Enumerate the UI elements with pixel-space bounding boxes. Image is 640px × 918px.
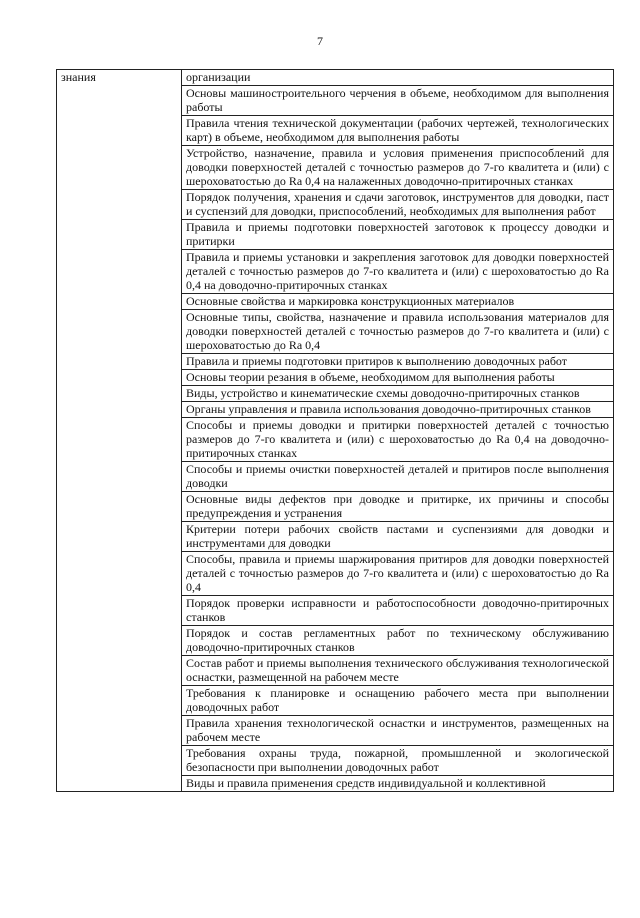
knowledge-item: Основы машиностроительного черчения в объеме, необходимом для выполнения работы <box>182 86 614 116</box>
knowledge-item: Требования охраны труда, пожарной, промышленной и экологической безопасности при выполнении доводочных работ <box>182 746 614 776</box>
knowledge-item: Правила хранения технологической оснастки и инструментов, размещенных на рабочем месте <box>182 716 614 746</box>
knowledge-item: Виды и правила применения средств индивидуальной и коллективной <box>182 776 614 792</box>
knowledge-item: Порядок получения, хранения и сдачи заготовок, инструментов для доводки, паст и суспензий для доводки, приспособлений, необходимых для выполнения работ <box>182 190 614 220</box>
knowledge-item: Правила чтения технической документации (рабочих чертежей, технологических карт) в объеме, необходимом для выполнения работы <box>182 116 614 146</box>
knowledge-item: Критерии потери рабочих свойств пастами и суспензиями для доводки и инструментами для доводки <box>182 522 614 552</box>
knowledge-table <box>56 69 614 792</box>
knowledge-item: Правила и приемы подготовки поверхностей заготовок к процессу доводки и притирки <box>182 220 614 250</box>
knowledge-item: Устройство, назначение, правила и условия применения приспособлений для доводки поверхностей деталей с точностью размеров до 7-го квалитета и (или) с шероховатостью до Ra 0,4 на налаженных доводочно-притирочных станках <box>182 146 614 190</box>
knowledge-item: Основные свойства и маркировка конструкционных материалов <box>182 294 614 310</box>
knowledge-item: Основные типы, свойства, назначение и правила использования материалов для доводки поверхностей деталей с точностью размеров до 7-го квалитета и (или) с шероховатостью до Ra 0,4 <box>182 310 614 354</box>
knowledge-item: Правила и приемы установки и закрепления заготовок для доводки поверхностей деталей с точностью размеров до 7-го квалитета и (или) с шероховатостью до Ra 0,4 на доводочно-притирочных станках <box>182 250 614 294</box>
knowledge-item: Правила и приемы подготовки притиров к выполнению доводочных работ <box>182 354 614 370</box>
knowledge-item: Способы и приемы доводки и притирки поверхностей деталей с точностью размеров до 7-го квалитета и (или) с шероховатостью до Ra 0,4 на доводочно-притирочных станках <box>182 418 614 462</box>
knowledge-item: Порядок проверки исправности и работоспособности доводочно-притирочных станков <box>182 596 614 626</box>
knowledge-item: Основы теории резания в объеме, необходимом для выполнения работы <box>182 370 614 386</box>
knowledge-item: Виды, устройство и кинематические схемы доводочно-притирочных станков <box>182 386 614 402</box>
knowledge-item: Способы, правила и приемы шаржирования притиров для доводки поверхностей деталей с точностью размеров до 7-го квалитета и (или) с шероховатостью до Ra 0,4 <box>182 552 614 596</box>
knowledge-item: Порядок и состав регламентных работ по техническому обслуживанию доводочно-притирочных станков <box>182 626 614 656</box>
knowledge-item: организации <box>182 70 614 86</box>
page-bottom-margin <box>0 850 640 918</box>
page-number: 7 <box>317 34 323 48</box>
table-row <box>57 70 614 86</box>
knowledge-item: Состав работ и приемы выполнения технического обслуживания технологической оснастки, размещенной на рабочем месте <box>182 656 614 686</box>
knowledge-item: Органы управления и правила использования доводочно-притирочных станков <box>182 402 614 418</box>
knowledge-item: Основные виды дефектов при доводке и притирке, их причины и способы предупреждения и устранения <box>182 492 614 522</box>
knowledge-item: Способы и приемы очистки поверхностей деталей и притиров после выполнения доводки <box>182 462 614 492</box>
row-label-cell: знания <box>57 70 182 792</box>
knowledge-item: Требования к планировке и оснащению рабочего места при выполнении доводочных работ <box>182 686 614 716</box>
